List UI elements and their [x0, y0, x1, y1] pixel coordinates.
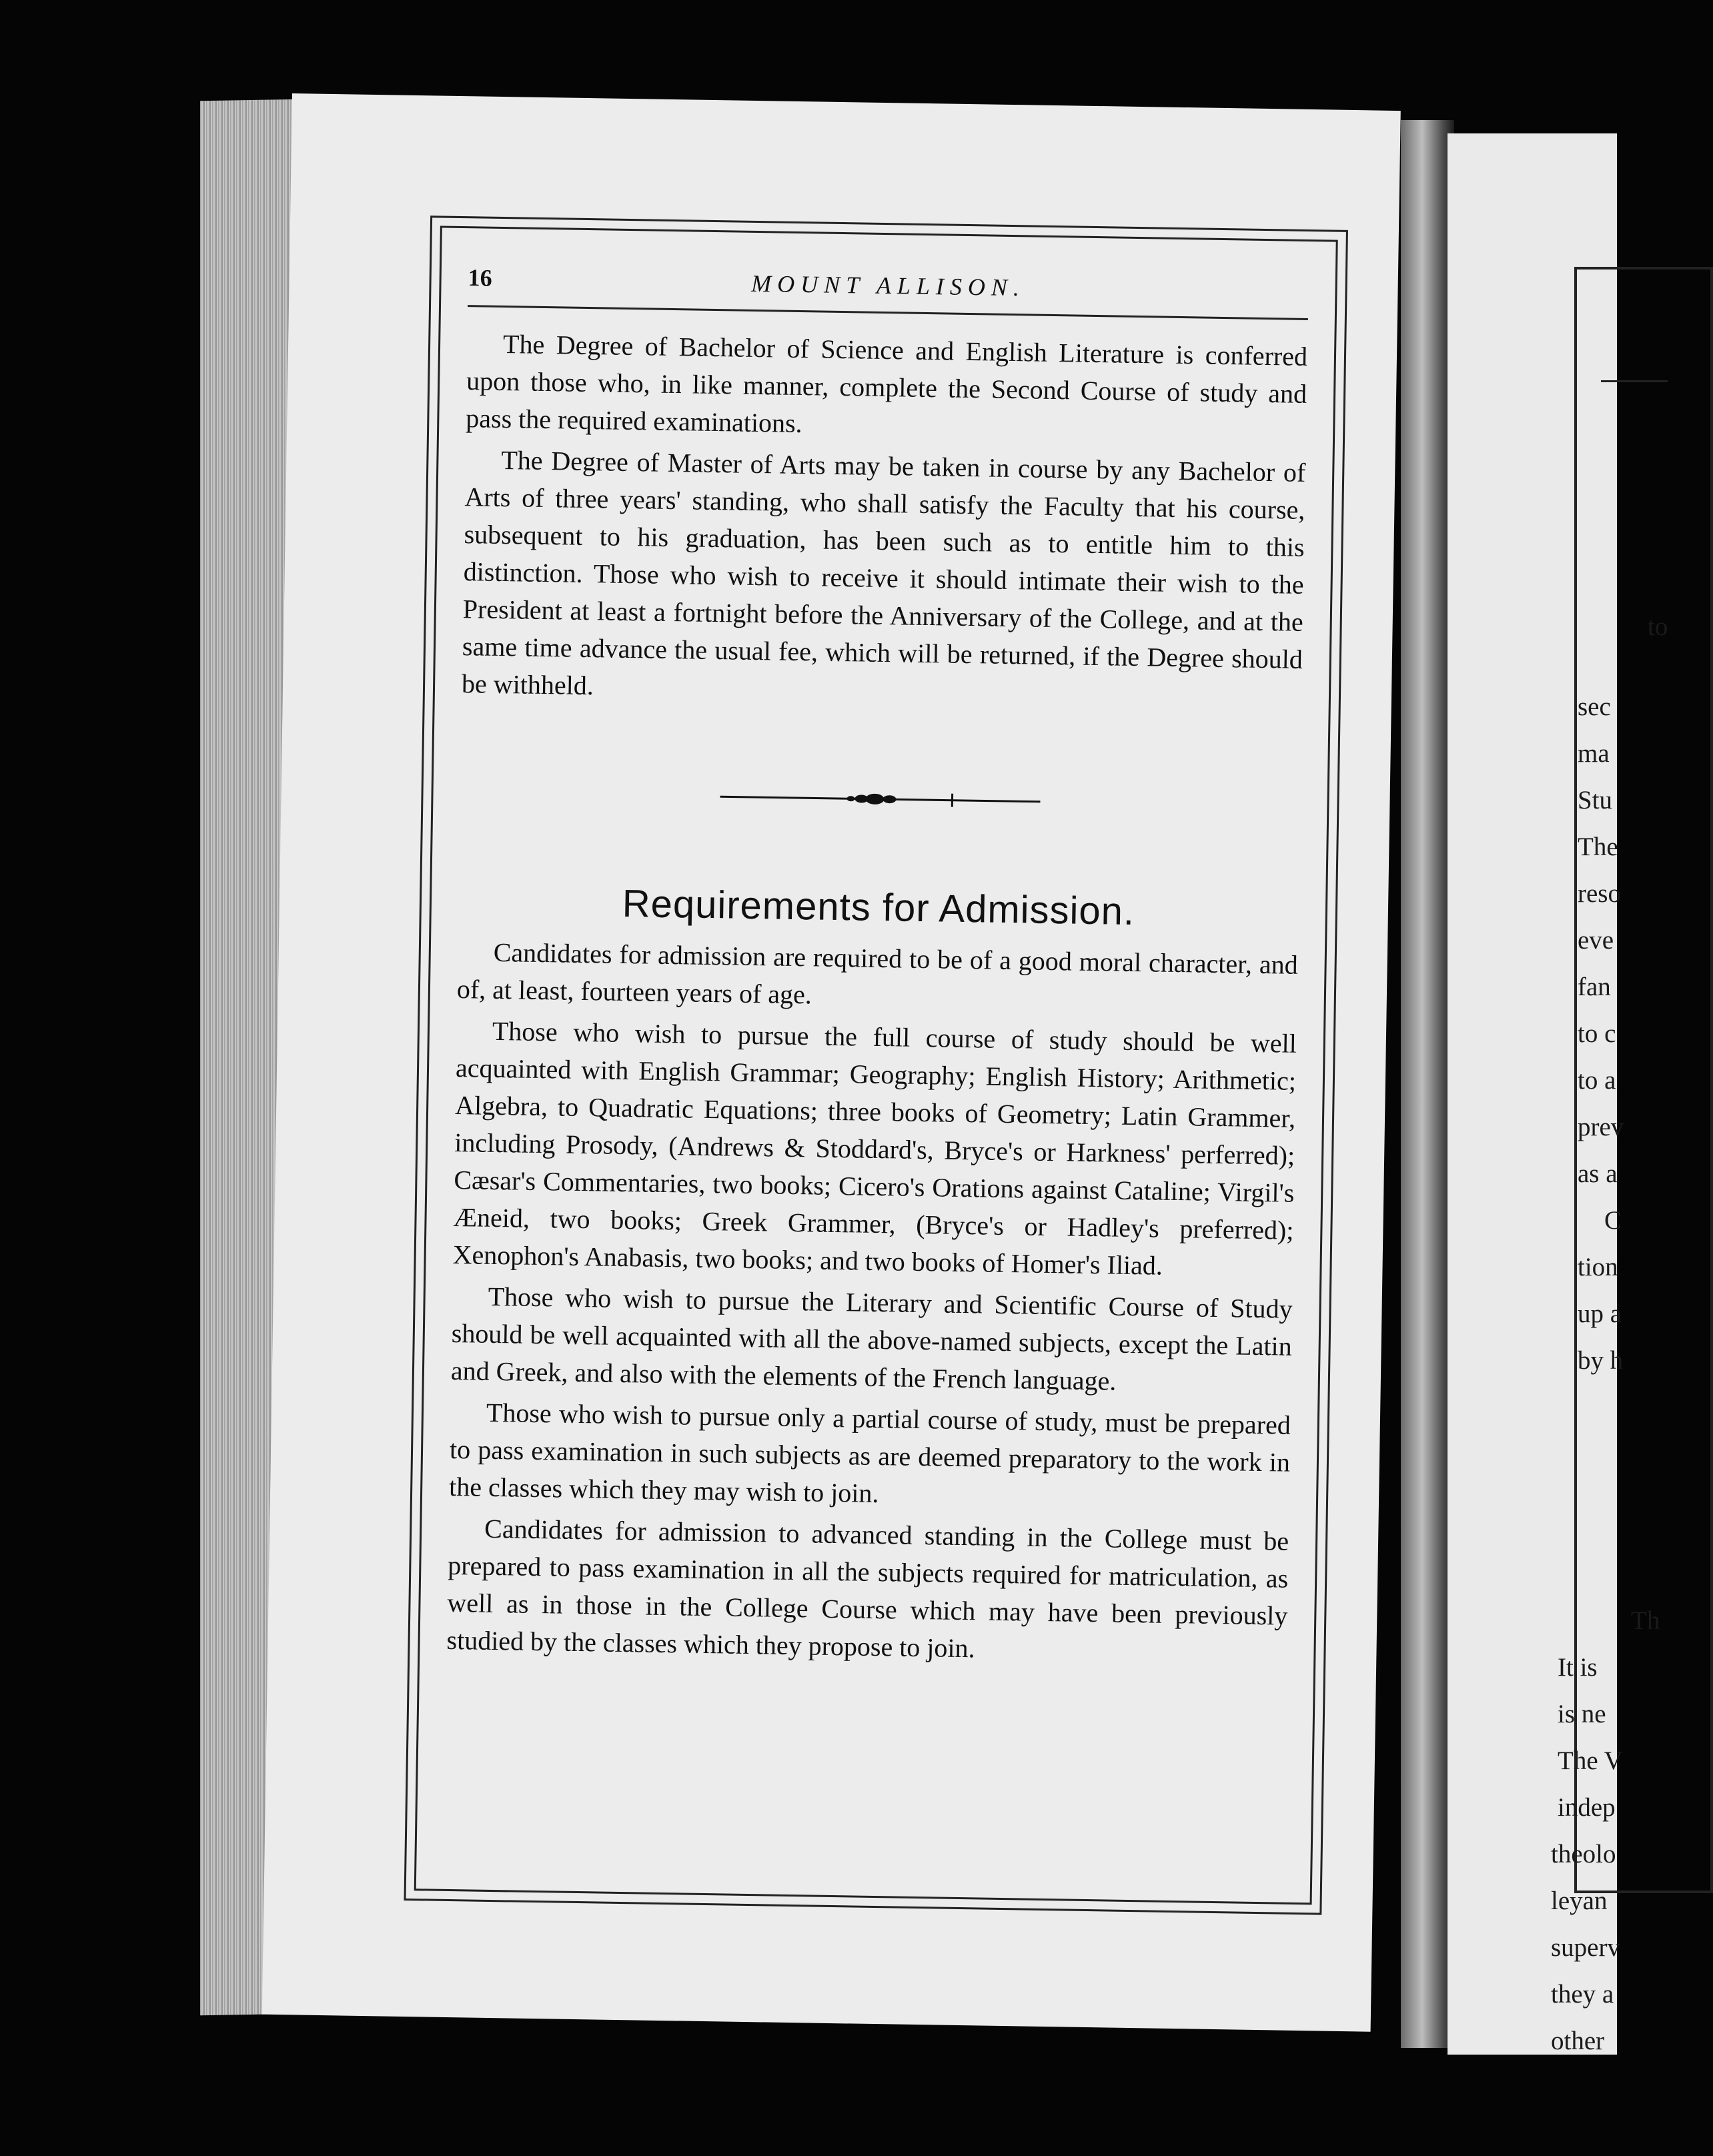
facing-page-line: they a — [1551, 1980, 1614, 2009]
facing-page-line: leyan — [1551, 1886, 1608, 1915]
facing-page — [1448, 133, 1668, 2055]
facing-page-line: as a — [1578, 1159, 1618, 1188]
facing-page-line: other — [1551, 2027, 1605, 2055]
facing-page-line: indep — [1558, 1793, 1616, 1822]
facing-page-line: up a — [1578, 1299, 1622, 1328]
running-header — [468, 258, 1309, 320]
section-heading: Requirements for Admission. — [622, 881, 1135, 933]
facing-page-line: It is — [1558, 1653, 1598, 1682]
book-gutter — [1401, 120, 1454, 2048]
admission-paragraph: Those who wish to pursue only a partial course of study, must be prepared to pass examination in such subjects as are deemed preparatory to the work in the classes which they may wish to join. — [448, 1397, 1291, 1509]
facing-page-line: The V — [1558, 1746, 1623, 1775]
left-page — [262, 93, 1401, 2032]
facing-page-line: by h — [1578, 1346, 1624, 1375]
admission-paragraph: Candidates for admission are required to be of a good moral character, and of, at least, fourteen years of age. — [456, 937, 1299, 1010]
facing-page-line: C — [1604, 1206, 1622, 1235]
facing-page-line: sec — [1578, 692, 1611, 721]
facing-page-line: reso — [1578, 879, 1621, 908]
admission-paragraph: Those who wish to pursue the full course of study should be well acquainted with English Grammar; Geography; English History; Arithmetic; Algebra, to Quadratic Equations; three books of Geometry; Latin Grammer, including Prosody, (Andrews & Stoddard's, Bryce's or Harkness' perferred); Cæsar's Commentaries, two books; Cicero's Orations against Cataline; Virgil's Æneid, two books; Greek Grammer, (Bryce's or Hadley's preferred); Xenophon's Anabasis, two books; and two books of Homer's Iliad. — [452, 1015, 1297, 1281]
facing-page-line: fan — [1578, 973, 1611, 1001]
facing-page-line: ma — [1578, 739, 1610, 768]
page-body — [446, 325, 1307, 1676]
admission-paragraph: Candidates for admission to advanced standing in the College must be prepared to pass examination in all the subjects required for matriculation, as well as in those in the College Course which may have been previously studied by the classes which they propose to join. — [446, 1513, 1289, 1664]
facing-page-line: The — [1578, 833, 1618, 861]
admission-paragraph: Those who wish to pursue the Literary and Scientific Course of Study should be well acquainted with all the above-named subjects, except the Latin and Greek, and also with the elements of the French language. — [450, 1281, 1293, 1396]
facing-page-line: theolo — [1551, 1840, 1616, 1868]
ornament-divider — [720, 786, 1040, 812]
degree-paragraph: The Degree of Bachelor of Science and English Literature is conferred upon those who, in like manner, complete the Second Course of study and pass the required examinations. — [466, 329, 1308, 439]
page-number: 16 — [468, 264, 493, 292]
facing-page-line: eve — [1578, 926, 1614, 955]
page-border — [404, 215, 1348, 1915]
facing-page-rule — [1601, 380, 1668, 382]
facing-page-line: Th — [1631, 1606, 1660, 1635]
facing-page-line: prev — [1578, 1113, 1624, 1141]
degree-paragraph: The Degree of Master of Arts may be taken in course by any Bachelor of Arts of three years' standing, who shall satisfy the Faculty that his course, subsequent to his graduation, has been such as to entitle him to this distinction. Those who wish to receive it should intimate their wish to the President at least a fortnight before the Anniversary of the College, and at the same time advance the usual fee, which will be returned, if the Degree should be withheld. — [461, 444, 1306, 701]
page-inner-border — [414, 226, 1338, 1905]
facing-page-line: Stu — [1578, 786, 1613, 815]
facing-page-line: superv — [1551, 1933, 1620, 1962]
running-title: MOUNT ALLISON. — [750, 270, 1026, 302]
facing-page-line: tion — [1578, 1253, 1618, 1281]
facing-page-line: is ne — [1558, 1700, 1606, 1728]
facing-page-line: to — [1648, 612, 1668, 641]
facing-page-line: to c — [1578, 1019, 1616, 1048]
facing-page-line: to a — [1578, 1066, 1616, 1095]
